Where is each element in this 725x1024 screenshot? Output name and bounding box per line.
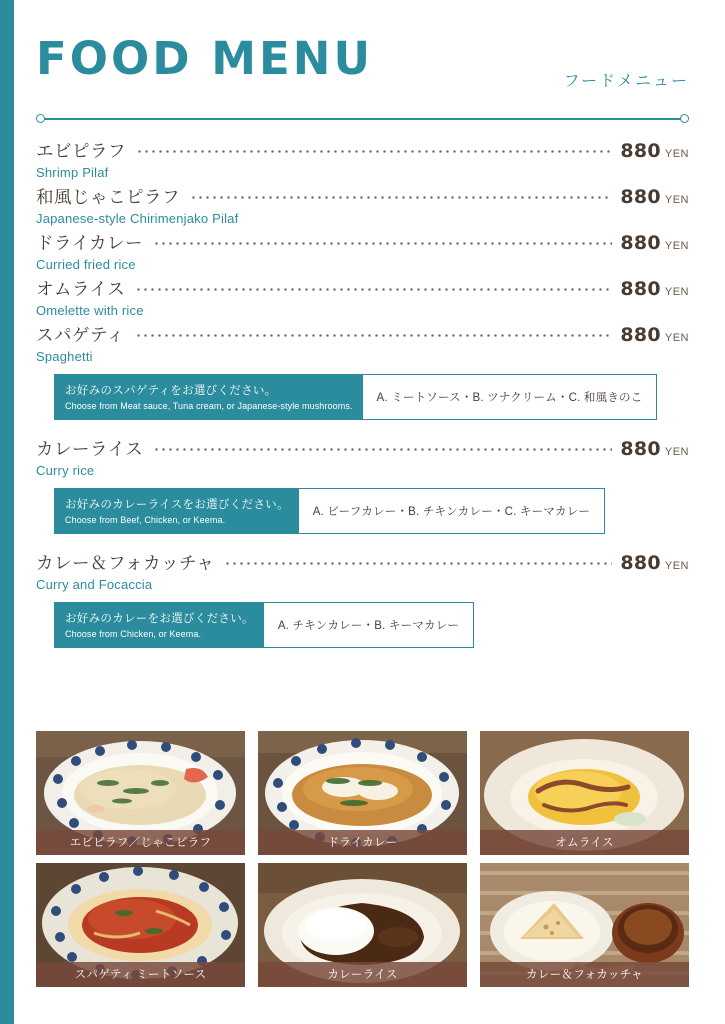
menu-item-row [36, 436, 689, 461]
menu-item-price: 880 [620, 186, 661, 208]
menu-item [36, 436, 689, 534]
menu-item-row [36, 322, 689, 347]
dish-photo [258, 863, 467, 987]
option-prompt [55, 489, 299, 533]
menu-item-price: 880 [620, 278, 661, 300]
menu-item-row [36, 230, 689, 255]
menu-item-name-en: Japanese-style Chirimenjako Pilaf [36, 211, 239, 226]
option-prompt [55, 375, 363, 419]
leader-dots [153, 441, 612, 455]
menu-item-name-en: Spaghetti [36, 349, 93, 364]
option-block [54, 488, 605, 534]
menu-item-price: 880 [620, 438, 661, 460]
option-prompt-jp: お好みのスパゲティをお選びください。 [65, 385, 277, 397]
menu-item [36, 184, 689, 226]
dish-caption: カレーライス [258, 962, 467, 987]
left-accent-bar [0, 0, 14, 1024]
dish-photo [36, 863, 245, 987]
leader-dots [224, 555, 612, 569]
header-divider [36, 114, 689, 124]
dish-caption: ドライカレー [258, 830, 467, 855]
menu-item-name-jp: オムライス [36, 280, 126, 300]
menu-item [36, 230, 689, 272]
currency-label: YEN [664, 148, 689, 160]
menu-item-price: 880 [620, 232, 661, 254]
leader-dots [136, 143, 612, 157]
menu-item-price: 880 [620, 324, 661, 346]
leader-dots [153, 235, 612, 249]
dish-photo [480, 731, 689, 855]
currency-label: YEN [664, 446, 689, 458]
option-choices: A. チキンカレー・B. キーマカレー [264, 603, 473, 647]
option-prompt-en: Choose from Beef, Chicken, or Keema. [65, 515, 226, 525]
menu-item-name-jp: ドライカレー [36, 234, 143, 254]
currency-label: YEN [664, 560, 689, 572]
dish-caption: エビピラフ／じゃこピラフ [36, 830, 245, 855]
menu-item-row [36, 184, 689, 209]
divider-dot-right-icon [680, 114, 689, 123]
photo-grid [36, 731, 689, 987]
option-block [54, 602, 474, 648]
menu-item [36, 322, 689, 420]
option-block [54, 374, 657, 420]
currency-label: YEN [664, 332, 689, 344]
menu-item-name-en: Curry and Focaccia [36, 577, 153, 592]
menu-item-name-jp: スパゲティ [36, 326, 125, 346]
menu-item-name-en: Curry rice [36, 463, 95, 478]
leader-dots [135, 281, 612, 295]
menu-item-name-en: Shrimp Pilaf [36, 165, 109, 180]
menu-item-row [36, 550, 689, 575]
menu-item-name-en: Omelette with rice [36, 303, 144, 318]
option-prompt [55, 603, 264, 647]
option-prompt-jp: お好みのカレーライスをお選びください。 [65, 499, 289, 511]
currency-label: YEN [664, 286, 689, 298]
dish-caption: オムライス [480, 830, 689, 855]
menu-list [36, 138, 689, 664]
menu-item-row [36, 138, 689, 163]
dish-photo [258, 731, 467, 855]
menu-item [36, 550, 689, 648]
currency-label: YEN [664, 240, 689, 252]
menu-item [36, 138, 689, 180]
menu-item-row [36, 276, 689, 301]
menu-item-price: 880 [620, 552, 661, 574]
leader-dots [190, 189, 612, 203]
menu-item-name-jp: カレーライス [36, 440, 144, 460]
option-choices: A. ミートソース・B. ツナクリーム・C. 和風きのこ [363, 375, 657, 419]
menu-item-name-jp: 和風じゃこピラフ [36, 188, 180, 208]
option-choices: A. ビーフカレー・B. チキンカレー・C. キーマカレー [299, 489, 604, 533]
divider-line [42, 118, 683, 120]
page-title-japanese: フードメニュー [563, 73, 689, 90]
dish-caption: カレー＆フォカッチャ [480, 962, 689, 987]
page-title: FOOD MENU [36, 32, 373, 85]
option-prompt-jp: お好みのカレーをお選びください。 [65, 613, 254, 625]
option-prompt-en: Choose from Chicken, or Keema. [65, 629, 202, 639]
menu-item-name-jp: カレー＆フォカッチャ [36, 554, 215, 574]
dish-caption: スパゲティ ミートソース [36, 962, 245, 987]
menu-item-name-en: Curried fried rice [36, 257, 136, 272]
page-header [36, 0, 689, 108]
menu-item [36, 276, 689, 318]
divider-dot-left-icon [36, 114, 45, 123]
option-prompt-en: Choose from Meat sauce, Tuna cream, or Japanese-style mushrooms. [65, 401, 353, 411]
dish-photo [36, 731, 245, 855]
menu-item-name-jp: エビピラフ [36, 142, 126, 162]
menu-item-price: 880 [620, 140, 661, 162]
leader-dots [135, 327, 613, 341]
dish-photo [480, 863, 689, 987]
currency-label: YEN [664, 194, 689, 206]
